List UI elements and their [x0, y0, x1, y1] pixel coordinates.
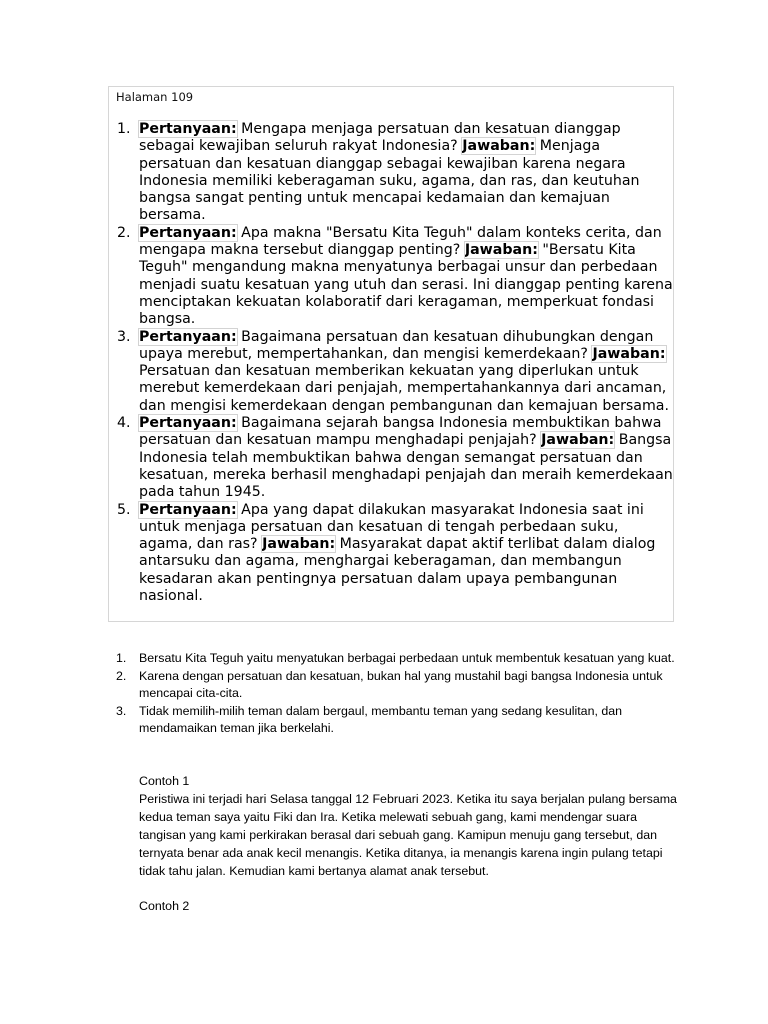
qa-box [108, 86, 674, 622]
list-item [116, 650, 676, 668]
list-item-text: Karena dengan persatuan dan kesatuan, bukan hal yang mustahil bagi bangsa Indonesia untuk mencapai cita-cita. [139, 668, 663, 701]
question-label: Pertanyaan: [139, 415, 237, 432]
short-answer-list [116, 650, 676, 738]
example-2-title: Contoh 2 [139, 899, 190, 913]
qa-item [117, 121, 673, 225]
item-number: 2. [116, 668, 127, 683]
item-number: 3. [117, 328, 131, 345]
question-label: Pertanyaan: [139, 121, 237, 137]
question-text: Bagaimana persatuan dan kesatuan dihubungkan dengan upaya merebut, mempertahankan, dan mengisi kemerdekaan? [139, 328, 654, 362]
answer-text: Persatuan dan kesatuan memberikan kekuatan yang diperlukan untuk merebut kemerdekaan dari penjajah, mempertahankannya dari ancaman, dan mengisi kemerdekaan dengan pembangunan dan kemajuan bersama. [139, 363, 670, 414]
qa-item [117, 225, 673, 329]
item-number: 2. [117, 224, 131, 241]
answer-text: "Bersatu Kita Teguh" mengandung makna menyatunya berbagai unsur dan perbedaan menjadi suatu kesatuan yang utuh dan serasi. Ini dianggap penting karena menciptakan kekuatan kolaboratif dari keragaman, memperkuat fondasi bangsa. [139, 242, 673, 328]
question-text: Mengapa menjaga persatuan dan kesatuan dianggap sebagai kewajiban seluruh rakyat Indonesia? [139, 121, 621, 155]
answer-label: Jawaban: [592, 345, 666, 362]
question-text: Apa makna "Bersatu Kita Teguh" dalam konteks cerita, dan mengapa makna tersebut dianggap penting? [139, 224, 662, 259]
example-2 [139, 897, 679, 915]
item-number: 3. [116, 703, 127, 718]
question-text: Apa yang dapat dilakukan masyarakat Indonesia saat ini untuk menjaga persatuan dan kesatuan di tengah perbedaan suku, agama, dan ras? [139, 501, 644, 553]
answer-label: Jawaban: [541, 432, 615, 449]
answer-label: Jawaban: [462, 138, 536, 155]
page-label: Halaman 109 [116, 90, 194, 104]
list-item-text: Tidak memilih-milih teman dalam bergaul, membantu teman yang sedang kesulitan, dan mendamaikan teman jika berkelahi. [139, 703, 623, 736]
list-item [116, 668, 676, 703]
item-number: 5. [117, 501, 131, 518]
item-number: 1. [117, 121, 131, 137]
list-item-text: Bersatu Kita Teguh yaitu menyatukan berbagai perbedaan untuk membentuk kesatuan yang kuat. [139, 651, 675, 665]
question-label: Pertanyaan: [139, 501, 237, 518]
example-1-title: Contoh 1 [139, 774, 190, 788]
qa-item [117, 502, 673, 606]
qa-item [117, 415, 673, 501]
answer-text: Bangsa Indonesia telah membuktikan bahwa dengan semangat persatuan dan kesatuan, mereka berhasil menghadapi penjajah dan meraih kemerdekaan pada tahun 1945. [139, 432, 673, 501]
example-1 [139, 772, 679, 880]
answer-text: Menjaga persatuan dan kesatuan dianggap sebagai kewajiban karena negara Indonesia memiliki keberagaman suku, agama, dan ras, dan keutuhan bangsa sangat penting untuk mencapai kedamaian dan kemajuan bersama. [139, 138, 640, 224]
answer-label: Jawaban: [464, 242, 538, 259]
item-number: 4. [117, 415, 131, 432]
item-number: 1. [116, 651, 127, 665]
qa-list [117, 121, 673, 605]
answer-text: Masyarakat dapat aktif terlibat dalam dialog antarsuku dan agama, menghargai keberagaman, dan membangun kesadaran akan pentingnya persatuan dalam upaya pembangunan nasional. [139, 536, 656, 605]
example-1-body: Peristiwa ini terjadi hari Selasa tanggal 12 Februari 2023. Ketika itu saya berjalan pulang bersama kedua teman saya yaitu Fiki dan Ira. Ketika melewati sebuah gang, kami mendengar suara tangisan yang kami perkirakan berasal dari sebuah gang. Kamipun menuju gang tersebut, dan ternyata benar ada anak kecil menangis. Ketika ditanya, ia menangis karena ingin pulang tetapi tidak tahu jalan. Kemudian kami bertanya alamat anak tersebut. [139, 792, 677, 878]
list-item [116, 703, 676, 738]
qa-item [117, 329, 673, 415]
question-label: Pertanyaan: [139, 224, 237, 241]
question-text: Bagaimana sejarah bangsa Indonesia membuktikan bahwa persatuan dan kesatuan mampu menghadapi penjajah? [139, 415, 662, 449]
answer-label: Jawaban: [262, 536, 336, 553]
question-label: Pertanyaan: [139, 328, 237, 345]
